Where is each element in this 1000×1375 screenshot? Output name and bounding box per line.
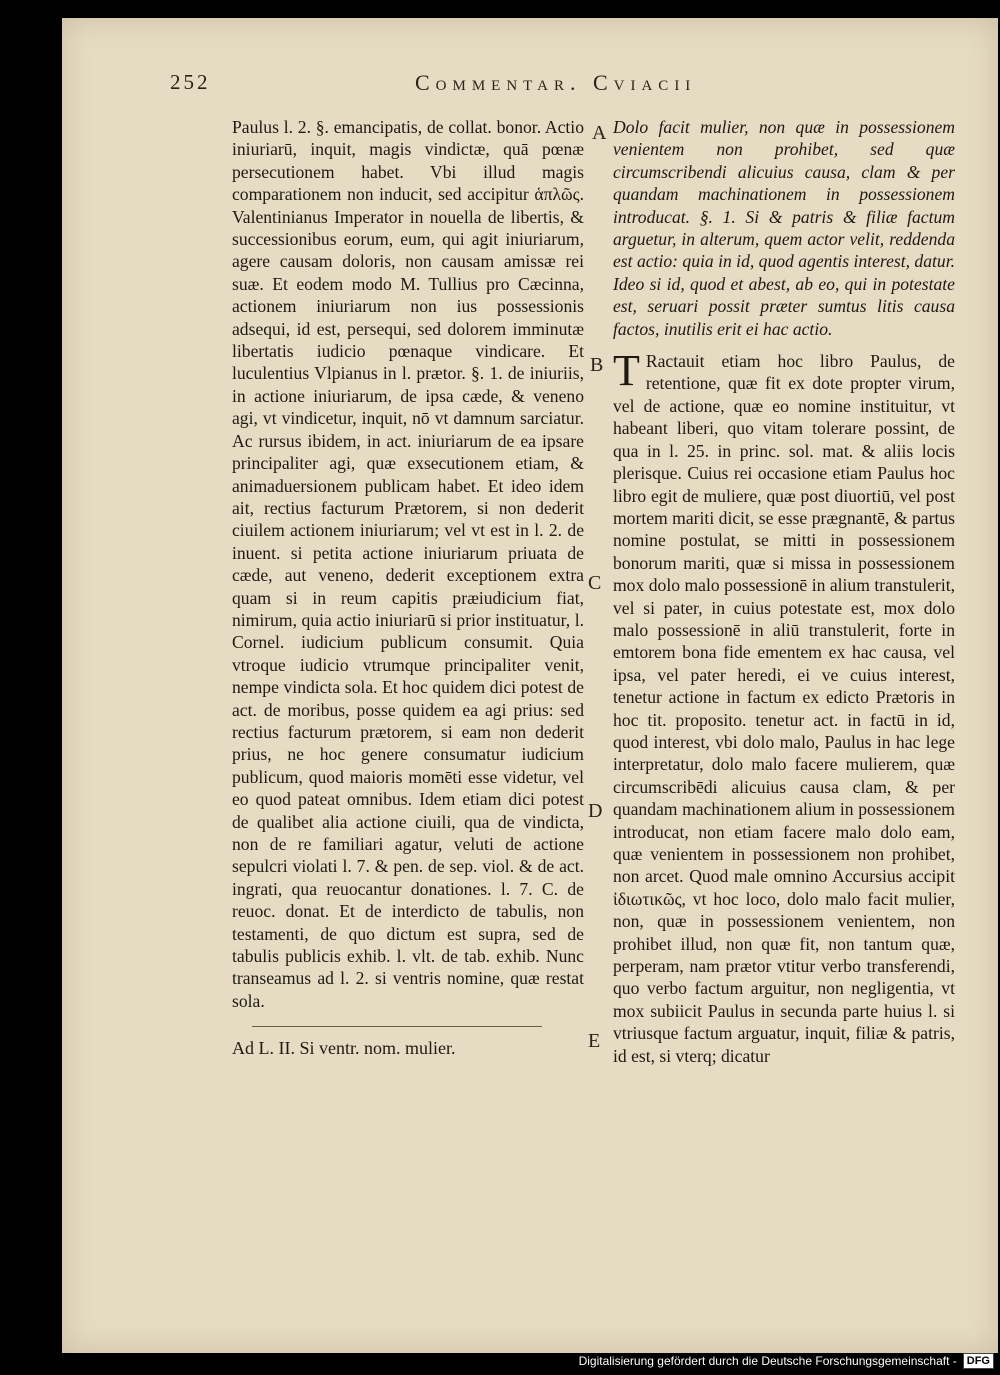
dfg-logo: DFG <box>963 1353 994 1369</box>
margin-letter-b: B <box>590 354 604 376</box>
commentary-text: Ractauit etiam hoc libro Paulus, de retentione, quæ fit ex dote propter virum, vel de actione, quæ eo nomine instituitur, vt habeant liberi, quo vitam tolerare possint, de qua in l. 25. in princ. sol. mat. & aliis locis plerisque. Cuius rei occasione etiam Paulus hoc libro egit de muliere, quæ post diuortiū, vel post mortem mariti dicit, se esse prægnantē, & partus nomine postulat, se mitti in possessionem bonorum mariti, quæ si missa in possessionem mox dolo malo possessionē in alium transtulerit, vel si pater, in cuius potestate est, mox dolo malo possessionē in aliū transtulerit, forte in emtorem bona fide ementem ex hac causa, vel ipsa, vel pater heredi, ei ve cuius interest, tenetur actione in factum ex edicto Prætoris in hoc tit. proposito. tenetur act. in factū in id, quod interest, vbi dolo malo, Paulus in hac lege interpretatur, dolo malo facere mulierem, quæ circumscribēdi alicuius causa clam, & per quandam machinationem alium in possessionem introducat, non etiam facere malo dolo eam, quæ venientem in possessionem non prohibet, non arcet. Quod male omnino Accursius accipit ἰδιωτικῶς, vt hoc loco, dolo malo facit mulier, non, quæ in possessionem venientem, non prohibet illud, non quæ fit, non tantum quæ, perperam, nam prætor vtitur verbo transferendi, quo verbo factum arguitur, non negligentia, vt mox subiicit Paulus in secunda parte huius l. si vtriusque factum arguatur, inquit, filiæ & patris, id est, si vterq; dicatur <box>613 351 955 1066</box>
running-title: Commentar. Cviacii <box>415 70 697 95</box>
digitization-footer <box>579 1353 994 1369</box>
margin-letter-e: E <box>588 1030 601 1052</box>
left-paragraph: Paulus l. 2. §. emancipatis, de collat. bonor. Actio iniuriarū, inquit, magis vindictæ, quā pœnæ persecutionem habet. Vbi illud magis comparationem non inducit, sed accipitur ἁπλῶς. Valentinianus Imperator in nouella de libertis, & successionibus eorum, eum, qui agit iniuriarum, agere causam doloris, non causam amissæ rei suæ. Et eodem modo M. Tullius pro Cæcinna, actionem iniuriarum non ius possessionis adsequi, id est, persequi, sed dolorem imminutæ libertatis iudicio pœnaque vindicare. Et luculentius Vlpianus in l. prætor. §. 1. de iniuriis, in actione iniuriarum, de ipsa cæde, & veneno agi, vt vindicetur, inquit, nō vt damnum sarciatur. Ac rursus ibidem, in act. iniuriarum de ea ipsare principaliter agi, quæ exsecutionem etiam, & animaduersionem publicam habet. Et ideo idem ait, rectius facturum Prætorem, si non dederit ciuilem actionem iniuriarum; vel vt est in l. 2. de inuent. si petita actione iniuriarum priuata de cæde, aut veneno, dederit exceptionem extra quam si in reum capitis præiudicium fiat, nimirum, quia actio iniuriarū si prior instituatur, l. Cornel. iudicium publicum consumit. Quia vtroque iudicio vtrumque principaliter venit, nempe vindicta sola. Et hoc quidem dici potest de act. de moribus, posse quidem ea agi prius: sed rectius facturum prætorem, si eam non dederit prius, ne hoc genere consumatur iudicium publicum, quod maioris momēti esse videtur, vel eo quod pateat omnibus. Idem etiam dici potest de qualibet alia actione ciuili, qua de vindicta, non de re familiari agatur, veluti de actione sepulcri violati l. 7. & pen. de sep. viol. & de act. ingrati, qua reuocantur donationes. l. 7. C. de reuoc. donat. Et de interdicto de tabulis, non testamenti, de quo dictum est supra, sed de tabulis publicis exhib. l. vlt. de tab. exhib. Nunc transeamus ad l. 2. si ventris nomine, quæ restat sola. <box>232 117 584 1011</box>
section-rule <box>252 1026 542 1027</box>
section-subheading: Ad L. II. Si ventr. nom. mulier. <box>232 1038 456 1059</box>
page-number: 252 <box>170 70 211 94</box>
footer-credit: Digitalisierung gefördert durch die Deutsche Forschungsgemeinschaft - <box>578 1354 957 1368</box>
commentary-paragraph <box>613 346 955 1067</box>
margin-letter-c: C <box>588 572 602 594</box>
left-column <box>232 116 584 1060</box>
margin-letter-d: D <box>588 800 603 822</box>
running-header <box>170 70 940 110</box>
lex-text-italic: Dolo facit mulier, non quæ in possessionem venientem non prohibet, sed quæ circumscribendi alicuius causa, clam & per quandam machinationem in possessionem introducat. §. 1. Si & patris & filiæ factum arguetur, in alterum, quem actor velit, reddenda est actio: quia in id, quod agentis interest, datur. Ideo si id, quod et abest, ab eo, qui in potestate est, seruari possit præter sumtus litis causa factos, inutilis erit ei hac actio. <box>613 117 955 339</box>
drop-cap: T <box>613 346 640 396</box>
margin-letter-a: A <box>592 122 607 144</box>
right-column <box>613 116 955 1067</box>
